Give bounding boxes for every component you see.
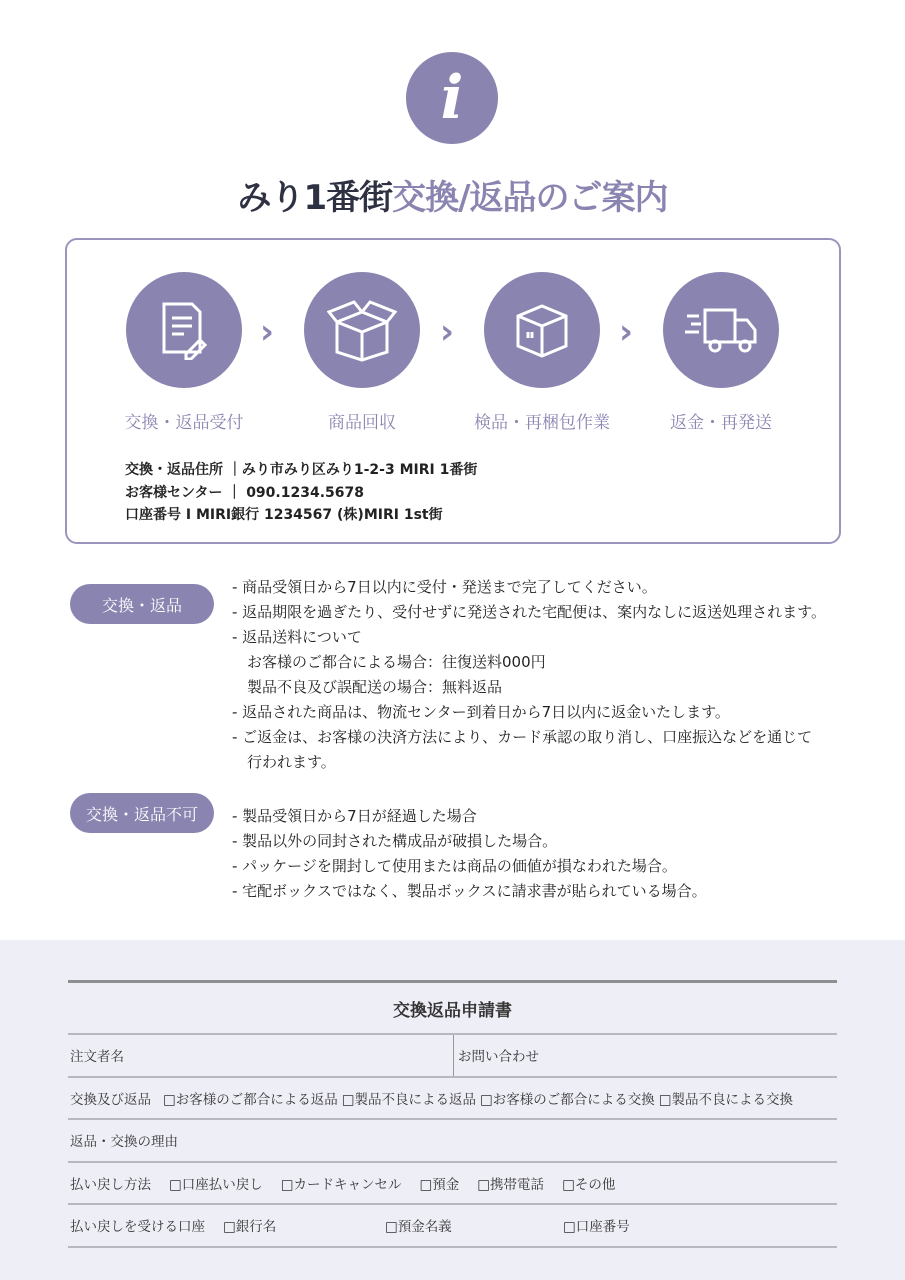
application-form [68, 980, 837, 1248]
checkbox[interactable]: □カードキャンセル [280, 1176, 402, 1193]
return-policy-list: - 商品受領日から7日以内に受付・発送まで完了してください。 - 返品期限を過ぎたり、受付せずに発送された宅配便は、案内なしに返送処理されます。 - 返品送料について お客様のご都合による場合：往復送料000円 製品不良及び誤配送の場合：無料返品 - 返品された商品は、物流センター到着日から7日以内に返金いたします。 - ご返金は、お客様の決済方法により、カード承認の取り消し、口座振込などを通じて 行われます。 [232, 578, 826, 771]
non-return-list: - 製品受領日から7日が経過した場合 - 製品以外の同封された構成品が破損した場合。 - パッケージを開封して使用または商品の価値が損なわれた場合。 - 宅配ボックスではなく、製品ボックスに請求書が貼られている場合。 [232, 807, 707, 900]
step-label: 検品・再梱包作業 [474, 413, 610, 433]
open-box-icon [304, 272, 420, 388]
return-address: 交換・返品住所 ｜みり市みり区みり1-2-3 MIRI 1番街 [125, 462, 478, 478]
delivery-truck-icon [663, 272, 779, 388]
checkbox[interactable]: □口座番号 [563, 1219, 630, 1236]
checkbox[interactable]: □口座払い戻し [169, 1176, 263, 1193]
form-title: 交換返品申請書 [68, 983, 837, 1035]
checkbox[interactable]: □預金名義 [385, 1219, 452, 1236]
checkbox[interactable]: □預金 [419, 1176, 460, 1193]
reason-field[interactable]: 返品・交換の理由 [68, 1120, 837, 1163]
document-pen-icon [126, 272, 242, 388]
chevron-right-icon: › [260, 312, 275, 352]
package-icon [484, 272, 600, 388]
checkbox[interactable]: □お客様のご都合による返品 [163, 1091, 338, 1108]
account-row: 払い戻しを受ける口座 □銀行名 □預金名義 □口座番号 [68, 1205, 837, 1248]
checkbox[interactable]: □携帯電話 [477, 1176, 545, 1193]
checkbox[interactable]: □製品不良による返品 [341, 1091, 477, 1108]
bank-account: 口座番号 I MIRI銀行 1234567 (株)MIRI 1st街 [125, 507, 443, 523]
step-label: 返金・再発送 [670, 413, 772, 433]
checkbox[interactable]: □銀行名 [223, 1219, 277, 1236]
chevron-right-icon: › [619, 312, 634, 352]
section-badge: 交換・返品 [70, 584, 214, 624]
refund-row: 払い戻し方法 □口座払い戻し □カードキャンセル □預金 □携帯電話 □その他 [68, 1163, 837, 1206]
page-title: みり1番街交換/返品のご案内 [237, 178, 668, 218]
info-icon: i [406, 52, 498, 144]
chevron-right-icon: › [440, 312, 455, 352]
checkbox[interactable]: □お客様のご都合による交換 [480, 1091, 655, 1108]
type-row: 交換及び返品 □お客様のご都合による返品 □製品不良による返品 □お客様のご都合による交換 □製品不良による交換 [68, 1078, 837, 1121]
customer-center: お客様センター ｜ 090.1234.5678 [125, 485, 364, 501]
checkbox[interactable]: □その他 [562, 1176, 616, 1193]
checkbox[interactable]: □製品不良による交換 [658, 1091, 794, 1108]
contact-field[interactable]: お問い合わせ [458, 1049, 539, 1066]
section-badge: 交換・返品不可 [70, 793, 214, 833]
orderer-field[interactable]: 注文者名 [70, 1035, 454, 1076]
step-label: 交換・返品受付 [124, 413, 244, 433]
step-label: 商品回収 [328, 413, 396, 433]
